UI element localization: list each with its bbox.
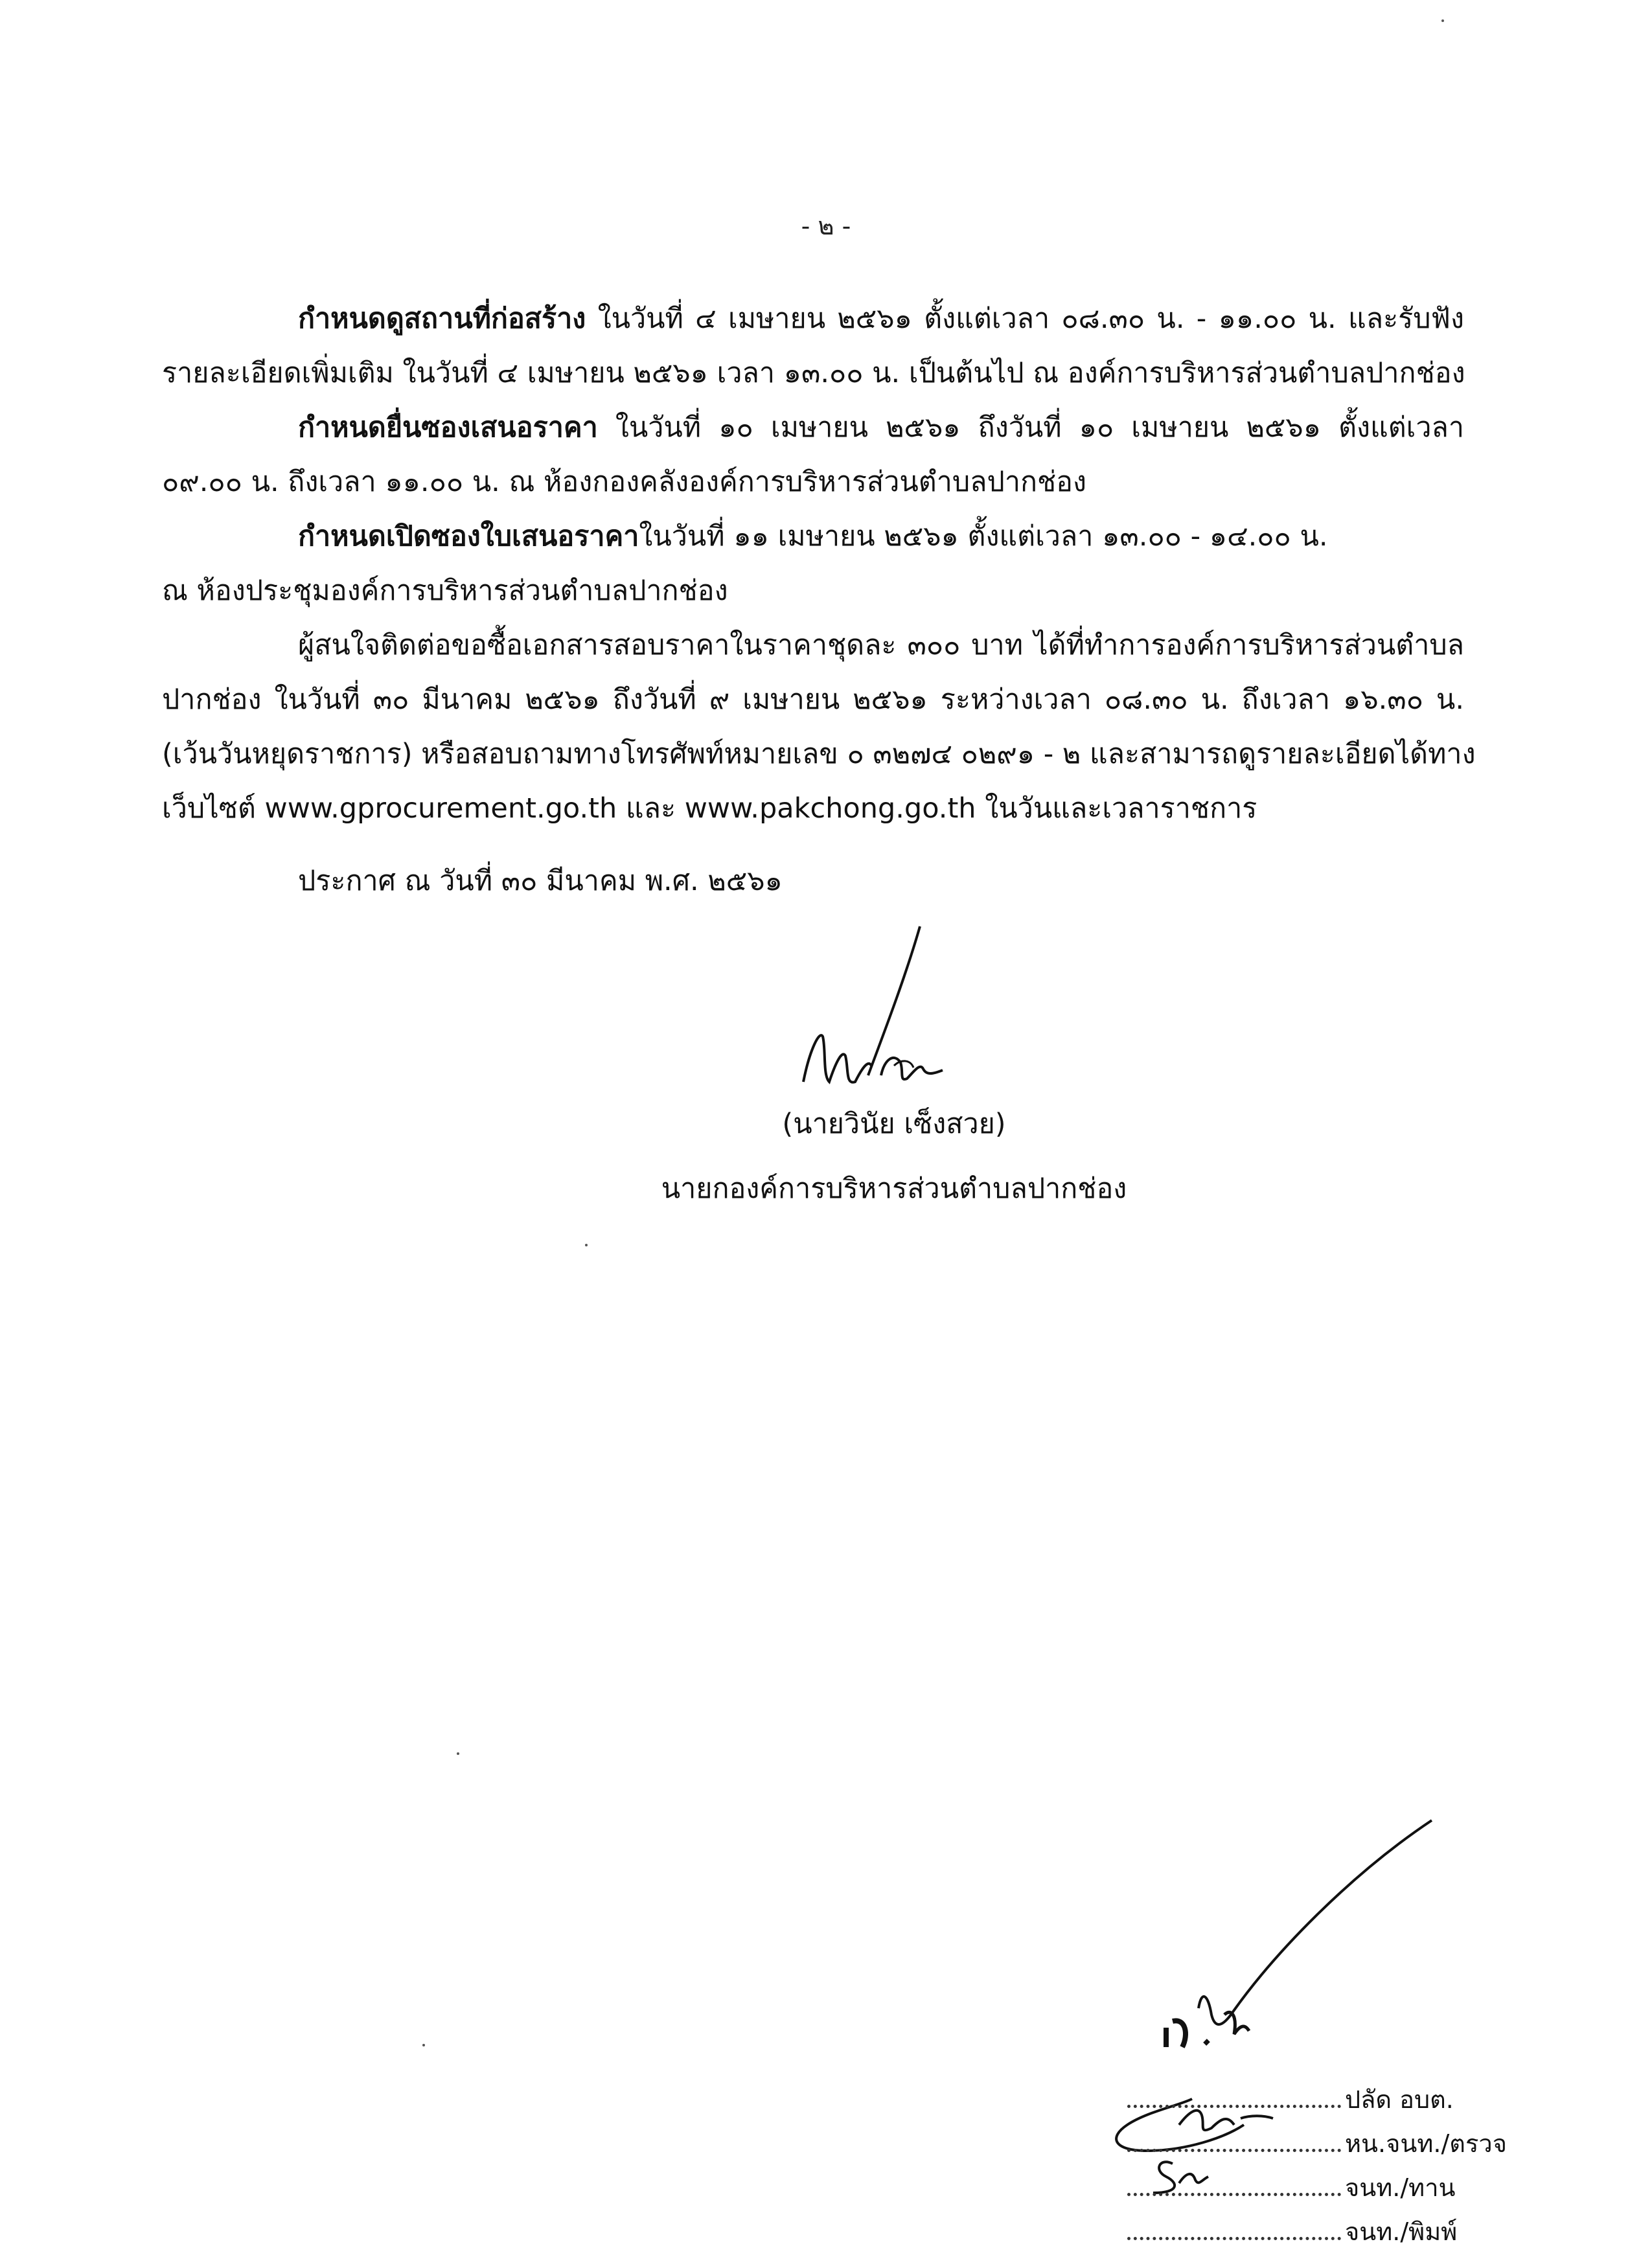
contact-line-4: เว็บไซต์ www.gprocurement.go.th และ www.pakchong.go.th ในวันและเวลาราชการ: [162, 792, 1257, 825]
submit-bid-line-2: ๐๙.๐๐ น. ถึงเวลา ๑๑.๐๐ น. ณ ห้องกองคลังองค์การบริหารส่วนตำบลปากช่อง: [162, 466, 1086, 498]
scan-speck: [422, 2044, 425, 2046]
site-visit-label: กำหนดดูสถานที่ก่อสร้าง: [298, 303, 586, 335]
submit-bid-label: กำหนดยื่นซองเสนอราคา: [298, 411, 598, 444]
scan-speck: [457, 1752, 459, 1755]
scan-speck: [585, 1244, 588, 1246]
contact-line-2: ปากช่อง ในวันที่ ๓๐ มีนาคม ๒๕๖๑ ถึงวันที่ ๙ เมษายน ๒๕๖๑ ระหว่างเวลา ๐๘.๓๐ น. ถึงเวลา ๑๖.๓๐ น.: [162, 683, 1464, 716]
site-visit-line-2: รายละเอียดเพิ่มเติม ในวันที่ ๔ เมษายน ๒๕๖๑ เวลา ๑๓.๐๐ น. เป็นต้นไป ณ องค์การบริหารส่วนตำบลปากช่อง: [162, 357, 1465, 389]
announcement-date: ประกาศ ณ วันที่ ๓๐ มีนาคม พ.ศ. ๒๕๖๑: [298, 865, 783, 897]
routing-row: [1127, 2079, 1454, 2119]
scan-speck: [1441, 19, 1444, 22]
routing-label-deputy: ปลัด อบต.: [1345, 2085, 1454, 2114]
signatory-title: นายกองค์การบริหารส่วนตำบลปากช่อง: [661, 1173, 1127, 1205]
routing-dotted-line: [1127, 2193, 1341, 2196]
open-bid-line-1: [298, 509, 1328, 564]
open-bid-line-2: ณ ห้องประชุมองค์การบริหารส่วนตำบลปากช่อง: [162, 575, 728, 607]
submit-bid-text: ในวันที่ ๑๐ เมษายน ๒๕๖๑ ถึงวันที่ ๑๐ เมษายน ๒๕๖๑ ตั้งแต่เวลา: [597, 411, 1464, 444]
routing-row: [1127, 2124, 1507, 2163]
routing-dotted-line: [1127, 2105, 1341, 2108]
site-visit-text: ในวันที่ ๔ เมษายน ๒๕๖๑ ตั้งแต่เวลา ๐๘.๓๐ น. - ๑๑.๐๐ น. และรับฟัง: [586, 303, 1464, 335]
contact-line-1: ผู้สนใจติดต่อขอซื้อเอกสารสอบราคาในราคาชุดละ ๓๐๐ บาท ได้ที่ทำการองค์การบริหารส่วนตำบล: [298, 629, 1464, 661]
signature-graphic: [790, 920, 985, 1114]
site-visit-line-1: [298, 292, 1464, 346]
signatory-name: (นายวินัย เซ็งสวย): [782, 1108, 1006, 1140]
routing-label-head-check: หน.จนท./ตรวจ: [1345, 2129, 1507, 2158]
routing-row: [1127, 2168, 1456, 2207]
routing-label-typist: จนท./พิมพ์: [1345, 2217, 1458, 2246]
submit-bid-line-1: [298, 400, 1464, 455]
routing-dotted-line: [1127, 2149, 1341, 2152]
open-bid-text: ในวันที่ ๑๑ เมษายน ๒๕๖๑ ตั้งแต่เวลา ๑๓.๐๐ - ๑๔.๐๐ น.: [639, 520, 1328, 553]
routing-label-review: จนท./ทาน: [1345, 2173, 1456, 2202]
open-bid-label: กำหนดเปิดซองใบเสนอราคา: [298, 520, 639, 553]
routing-dotted-line: [1127, 2237, 1341, 2240]
routing-row: [1127, 2212, 1457, 2251]
contact-line-3: (เว้นวันหยุดราชการ) หรือสอบถามทางโทรศัพท์หมายเลข ๐ ๓๒๗๔ ๐๒๙๑ - ๒ และสามารถดูรายละเอียดได้ทาง: [162, 738, 1476, 770]
page-number: - ๒ -: [801, 212, 851, 240]
